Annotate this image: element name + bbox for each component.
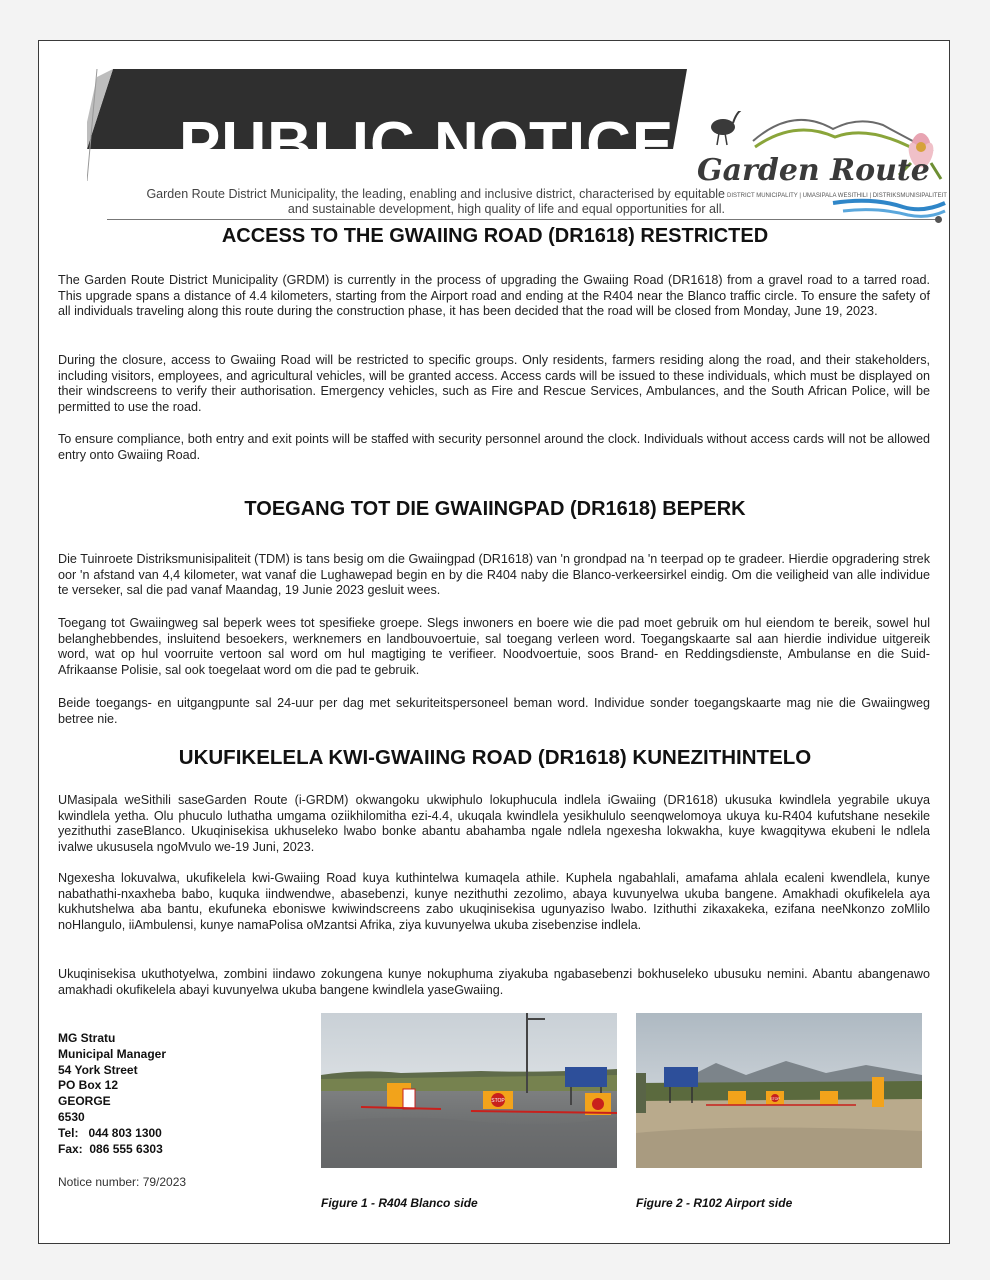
banner-divider-dot [935, 216, 942, 223]
contact-block [58, 1031, 258, 1157]
stop-sign-text: STOP [770, 1097, 780, 1101]
logo-name: Garden Route [697, 153, 930, 188]
paragraph: To ensure compliance, both entry and exit points will be staffed with security personnel around the clock. Individuals without access cards will not be allowed entry onto Gwaiing Road. [58, 432, 930, 462]
figure-1-caption: Figure 1 - R404 Blanco side [321, 1196, 478, 1210]
paragraph: Ukuqinisekisa ukuthotyelwa, zombini iindawo zokungena kunye nokuphuma ziyakuba ngabasebenzi bokhuseleko ubusuku nemini. Abantu abangenawo amakhadi okufikelela abayi kuvunyelwa ukuba bangene kwindlela yaseGwaiing. [58, 967, 930, 997]
paragraph: Toegang tot Gwaiingweg sal beperk wees tot spesifieke groepe. Slegs inwoners en boere wie die pad moet gebruik om hul eiendom te bereik, sowel hul belanghebbendes, insluitend besoekers, werknemers en landbouvoertuie, sal toegang verleen word. Toegangskaarte sal aan hierdie individue uitgereik word, wat op hul voorruite vertoon sal word om hul magtiging te verifieer. Noodvoertuie, soos Brand- en Reddingsdienste, Ambulanse en die Suid-Afrikaanse Polisie, sal ook toegelaat word om die pad te gebruik. [58, 616, 930, 677]
paragraph: Die Tuinroete Distriksmunisipaliteit (TDM) is tans besig om die Gwaiingpad (DR1618) van 'n grondpad na 'n teerpad op te gradeer. Hierdie opgradering strek oor 'n afstand van 4,4 kilometer, wat vanaf die Lughawepad begin en by die R404 naby die Blanco-verkeersirkel eindig. Om die veiligheid van alle individue te verseker, sal die pad vanaf Maandag, 19 Junie 2023 gesluit wees. [58, 552, 930, 598]
section-heading-afrikaans: TOEGANG TOT DIE GWAIINGPAD (DR1618) BEPERK [244, 498, 746, 520]
po-box: PO Box 12 [58, 1078, 119, 1093]
logo-subtitle: DISTRICT MUNICIPALITY | UMASIPALA WESITHILI | DISTRIKSMUNISIPALITEIT [727, 193, 947, 199]
fax: Fax: 086 555 6303 [58, 1141, 163, 1156]
banner-tagline: Garden Route District Municipality, the leading, enabling and inclusive district, characterised by equitable and sustainable development, high quality of life and equal opportunities for all. [146, 187, 725, 216]
stop-sign-text: STOP [491, 1098, 505, 1104]
garden-route-logo [683, 111, 951, 229]
paragraph: UMasipala weSithili saseGarden Route (i-GRDM) okwangoku ukwiphulo lokuphucula indlela iGwaiing (DR1618) ukusuka kwindlela yegrabile ukuya kwindlela yetha. Olu phuculo luthatha umgama oziikhilomitha ezi-4.4, ukuqala kwindlela yesikhululo seenqwelomoya ukuya ku-R404 kufutshane nesekile yezithuthi zaseBlanco. Ukuqinisekisa ukhuseleko lwabo bonke abantu abahamba ngale ndlela ngexesha lokwakha, kuye kwagqitywa ekubeni le ndlela ivalwe ukususela ngoMvulo we-19 Juni, 2023. [58, 793, 930, 854]
public-notice-banner [87, 69, 957, 237]
photo-r404-blanco-road-closure [321, 1013, 617, 1168]
paragraph: Beide toegangs- en uitgangpunte sal 24-uur per dag met sekuriteitspersoneel beman word. Individue sonder toegangskaarte mag nie die Gwaiingweg betree nie. [58, 696, 930, 726]
paragraph: Ngexesha lokuvalwa, ukufikelela kwi-Gwaiing Road kuya kuthintelwa kumaqela athile. Kuphela ngabahlali, amafama ahlala ecaleni kwendlela, kunye nabathathi-nxaxheba babo, kuquka iindwendwe, abasebenzi, kunye nezithuthi zezolimo, abaya kuvunyelwa ukuba bangene. Amakhadi okufikelela aya kukhutshelwa aba bantu, ekufuneka eboniswe kwiwindscreens zabo ukuqinisekisa ugunyaziso lwabo. Izithuthi zikaxakeka, ezifana neeNkonzo zoMlilo noHlangulo, iiAmbulensi, kunye namaPolisa oMzantsi Afrika, ziya kuvunyelwa ukuba zisebenzise indlela. [58, 871, 930, 932]
photo-r102-airport-road-closure [636, 1013, 922, 1168]
figure-2 [636, 1013, 922, 1210]
banner-divider [107, 219, 937, 220]
manager-name: MG Stratu [58, 1031, 116, 1045]
paragraph: During the closure, access to Gwaiing Road will be restricted to specific groups. Only residents, farmers residing along the road, and their stakeholders, including visitors, employees, and agricultural vehicles, will be granted access. Access cards will be issued to these individuals, which must be displayed on their windscreens to verify their authorisation. Emergency vehicles, such as Fire and Rescue Services, Ambulances, and the South African Police, will be permitted to use the road. [58, 353, 930, 414]
figure-1 [321, 1013, 617, 1210]
paragraph: The Garden Route District Municipality (GRDM) is currently in the process of upgrading the Gwaiing Road (DR1618) from a gravel road to a tarred road. This upgrade spans a distance of 4.4 kilometers, starting from the Airport road and ending at the R404 near the Blanco traffic circle. To ensure the safety of all individuals traveling along this route during the construction phase, it has been decided that the road will be closed from Monday, June 19, 2023. [58, 273, 930, 319]
manager-title: Municipal Manager [58, 1046, 167, 1061]
section-heading-english: ACCESS TO THE GWAIING ROAD (DR1618) RESTRICTED [221, 225, 769, 247]
postcode: 6530 [58, 1109, 85, 1124]
notice-page [38, 40, 950, 1244]
figure-2-caption: Figure 2 - R102 Airport side [636, 1196, 793, 1210]
street-address: 54 York Street [58, 1062, 138, 1077]
banner-title: PUBLIC NOTICE [179, 110, 675, 179]
city: GEORGE [58, 1094, 111, 1109]
section-heading-xhosa: UKUFIKELELA KWI-GWAIING ROAD (DR1618) KUNEZITHINTELO [178, 746, 812, 769]
notice-number: Notice number: 79/2023 [58, 1175, 187, 1189]
telephone: Tel: 044 803 1300 [58, 1125, 162, 1140]
